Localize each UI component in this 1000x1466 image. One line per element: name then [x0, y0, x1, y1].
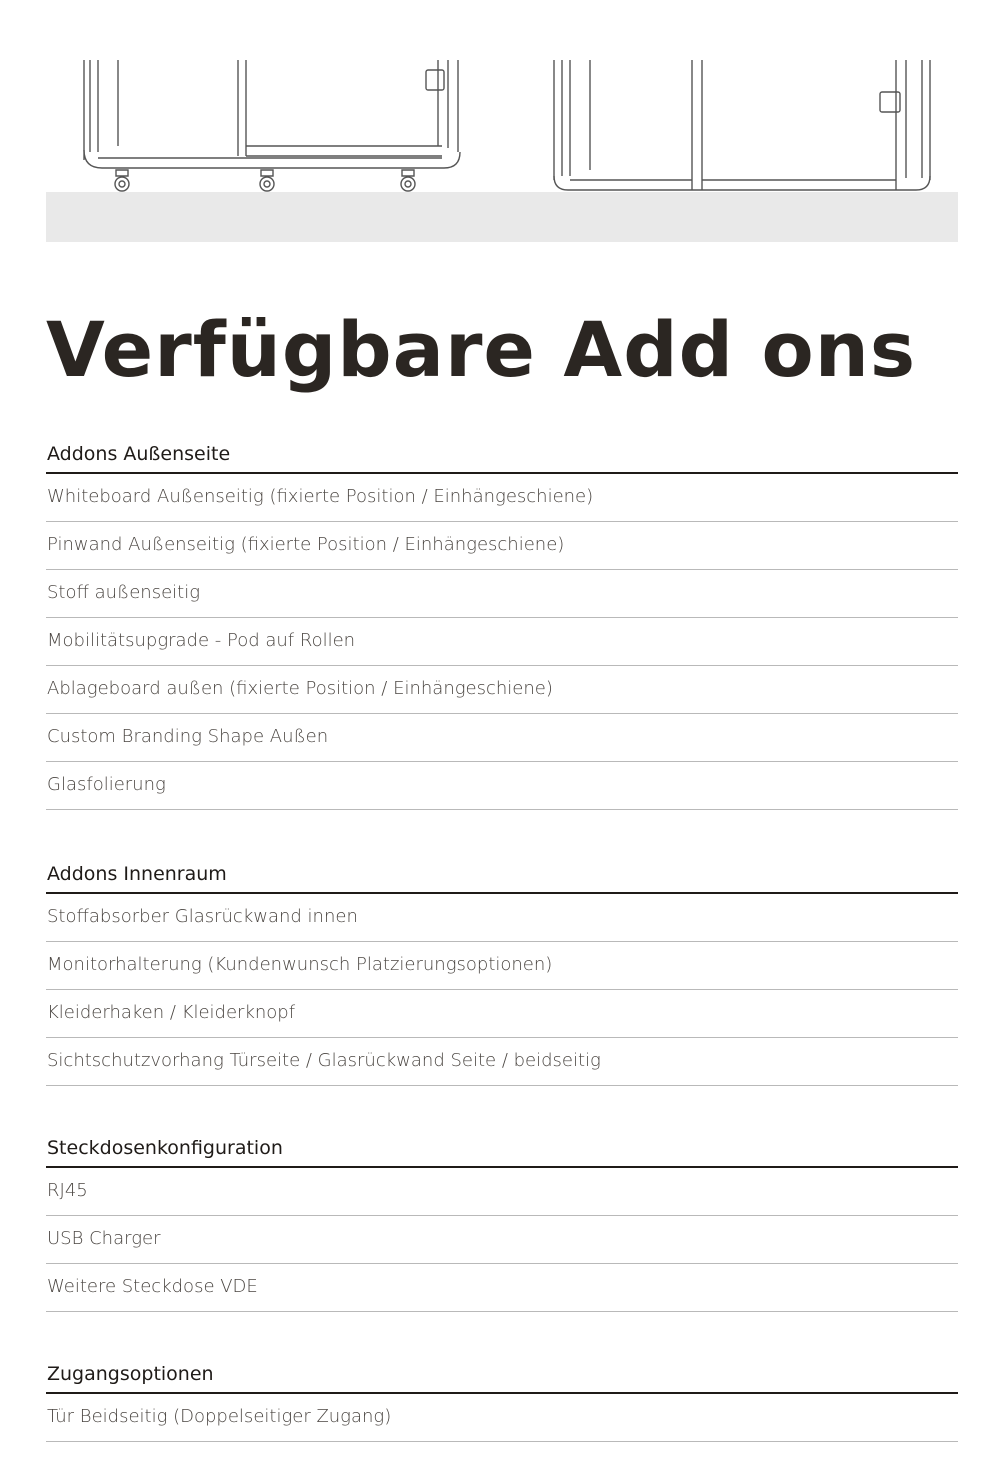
section-heading: Zugangsoptionen [46, 1350, 958, 1394]
section-addons-aussenseite [46, 430, 958, 810]
list-item: USB Charger [46, 1216, 958, 1264]
list-item: Monitorhalterung (Kundenwunsch Platzierungsoptionen) [46, 942, 958, 990]
page-title: Verfügbare Add ons [46, 305, 917, 394]
section-heading: Addons Innenraum [46, 850, 958, 894]
section-zugangsoptionen [46, 1350, 958, 1442]
list-item: RJ45 [46, 1168, 958, 1216]
list-item: Whiteboard Außenseitig (fixierte Position / Einhängeschiene) [46, 474, 958, 522]
list-item: Custom Branding Shape Außen [46, 714, 958, 762]
list-item: Weitere Steckdose VDE [46, 1264, 958, 1312]
pod-drawings [46, 0, 958, 200]
list-item: Ablageboard außen (fixierte Position / Einhängeschiene) [46, 666, 958, 714]
list-item: Mobilitätsupgrade - Pod auf Rollen [46, 618, 958, 666]
list-item: Pinwand Außenseitig (fixierte Position / Einhängeschiene) [46, 522, 958, 570]
list-item: Kleiderhaken / Kleiderknopf [46, 990, 958, 1038]
list-item: Stoffabsorber Glasrückwand innen [46, 894, 958, 942]
pod-on-floor [554, 60, 930, 190]
section-steckdosenkonfiguration [46, 1124, 958, 1312]
section-heading: Addons Außenseite [46, 430, 958, 474]
list-item: Sichtschutzvorhang Türseite / Glasrückwand Seite / beidseitig [46, 1038, 958, 1086]
pod-illustration [46, 0, 958, 242]
section-addons-innenraum [46, 850, 958, 1086]
list-item: Stoff außenseitig [46, 570, 958, 618]
list-item: Tür Beidseitig (Doppelseitiger Zugang) [46, 1394, 958, 1442]
list-item: Glasfolierung [46, 762, 958, 810]
section-heading: Steckdosenkonfiguration [46, 1124, 958, 1168]
pod-on-wheels [84, 60, 460, 191]
